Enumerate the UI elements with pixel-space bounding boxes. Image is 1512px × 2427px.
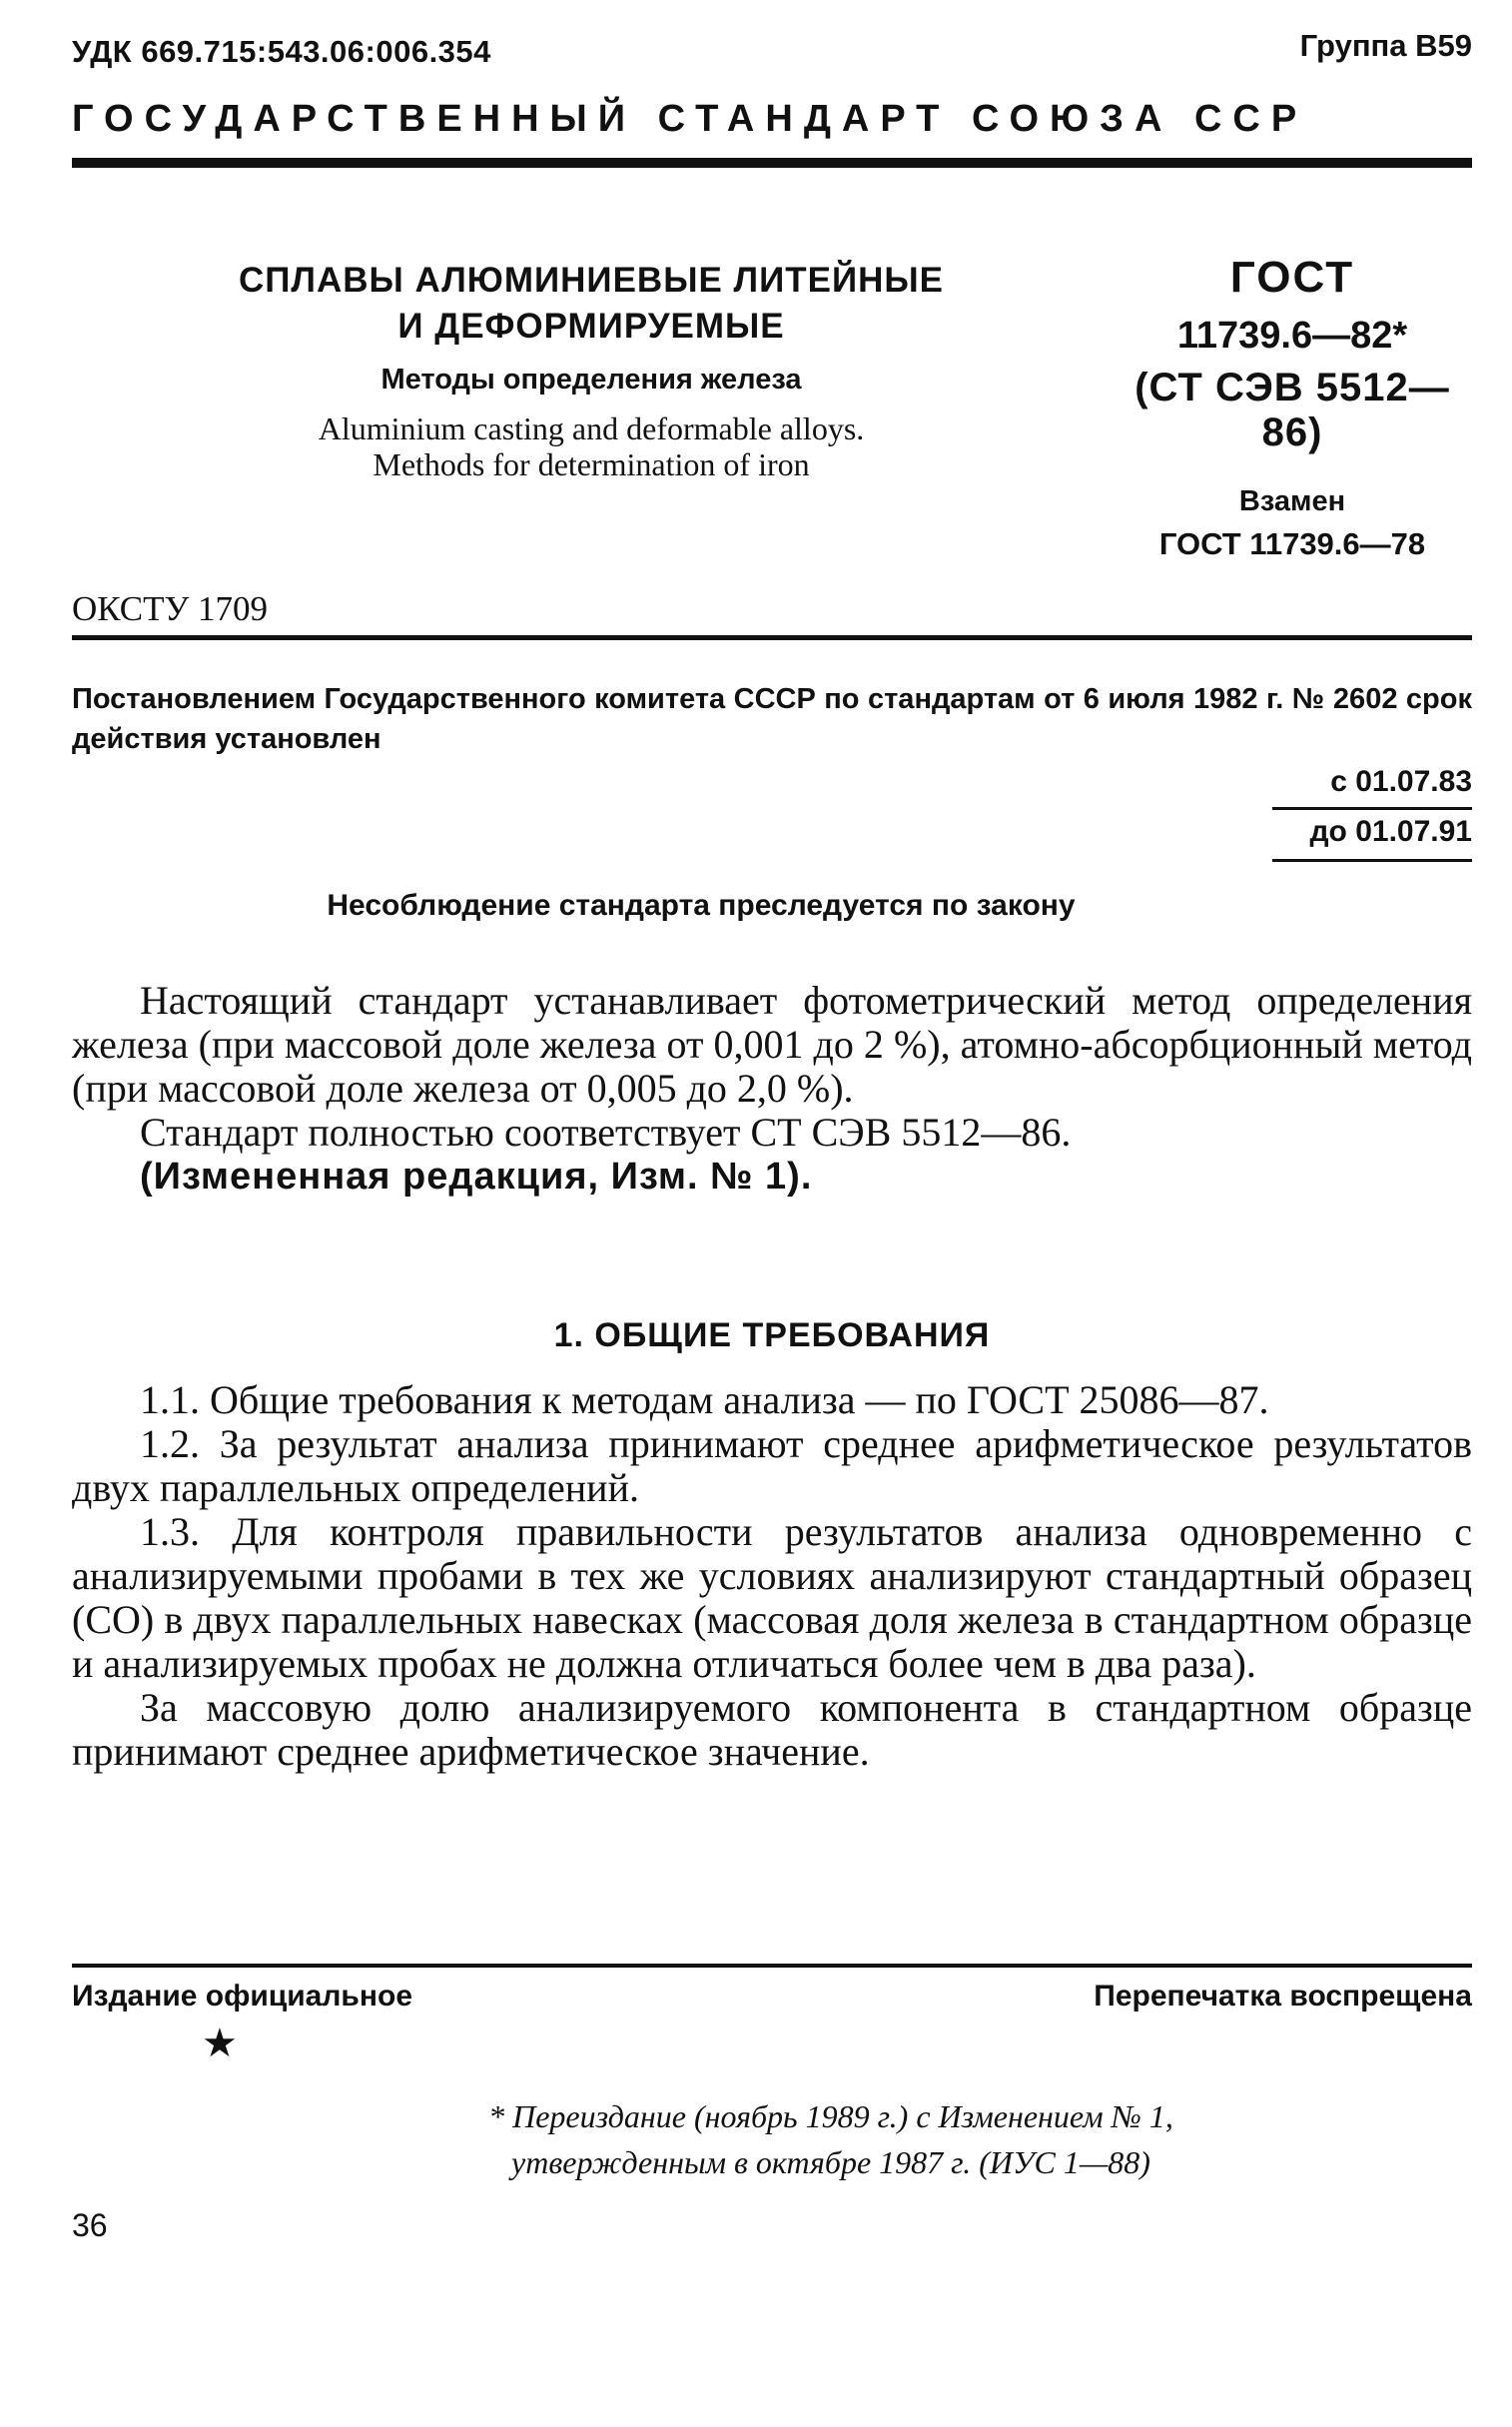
replaces-label: Взамен bbox=[1238, 485, 1346, 517]
title-line-1: СПЛАВЫ АЛЮМИНИЕВЫЕ ЛИТЕЙНЫЕ bbox=[238, 261, 945, 300]
english-title-line-1: Aluminium casting and deformable alloys. bbox=[318, 410, 865, 446]
english-title-line-2: Methods for determination of iron bbox=[373, 446, 810, 482]
section-1-heading: 1. ОБЩИЕ ТРЕБОВАНИЯ bbox=[553, 1316, 991, 1354]
gost-designation bbox=[1113, 253, 1472, 562]
header-row bbox=[72, 28, 1472, 78]
decree-text: Постановлением Государственного комитета СССР по стандартам от 6 июля 1982 г. № 2602 срок действия установлен bbox=[72, 683, 1472, 755]
intro-text bbox=[72, 979, 1472, 1199]
validity-from: с 01.07.83 bbox=[1330, 765, 1472, 798]
reprint-prohibited: Перепечатка воспрещена bbox=[1094, 1980, 1472, 2013]
document-page bbox=[72, 28, 1472, 2243]
amendment-note: (Измененная редакция, Изм. № 1). bbox=[140, 1156, 813, 1198]
reissue-note bbox=[332, 2093, 1330, 2185]
okstu-code: ОКСТУ 1709 bbox=[72, 589, 269, 628]
footer-divider bbox=[72, 1964, 1472, 1968]
clause-1-2: 1.2. За результат анализа принимают среднее арифметическое результатов двух параллельных определений. bbox=[72, 1421, 1472, 1510]
udk-code: УДК 669.715:543.06:006.354 bbox=[72, 34, 491, 69]
clause-1-3-note: За массовую долю анализируемого компонента в стандартном образце принимают среднее арифметическое значение. bbox=[72, 1685, 1472, 1774]
okstu-divider bbox=[72, 635, 1472, 640]
cmea-number: (СТ СЭВ 5512—86) bbox=[1134, 366, 1450, 454]
official-edition: Издание официальное bbox=[72, 1980, 413, 2013]
reissue-line-1: * Переиздание (ноябрь 1989 г.) с Изменением № 1, bbox=[488, 2098, 1173, 2134]
replaces-number: ГОСТ 11739.6—78 bbox=[1158, 526, 1426, 561]
title-block bbox=[132, 258, 1051, 482]
group-code: Группа В59 bbox=[1299, 28, 1472, 63]
star-icon: ★ bbox=[202, 2021, 238, 2065]
page-number: 36 bbox=[72, 2207, 108, 2243]
state-standard-heading: ГОСУДАРСТВЕННЫЙ СТАНДАРТ СОЮЗА ССР bbox=[72, 98, 1308, 140]
reissue-line-2: утвержденным в октябре 1987 г. (ИУС 1—88) bbox=[511, 2144, 1150, 2180]
gost-word: ГОСТ bbox=[1229, 253, 1355, 302]
header-divider bbox=[72, 158, 1472, 168]
validity-underline bbox=[1272, 859, 1472, 862]
intro-paragraph-2: Стандарт полностью соответствует СТ СЭВ 5512—86. bbox=[140, 1110, 1072, 1155]
section-1-text bbox=[72, 1378, 1472, 1774]
title-method: Методы определения железа bbox=[380, 364, 802, 396]
validity-divider bbox=[1272, 807, 1472, 810]
clause-1-3: 1.3. Для контроля правильности результатов анализа одновременно с анализируемыми пробами в тех же условиях анализируют стандартный образец (СО) в двух параллельных навесках (массовая доля железа в стандартном образце и анализируемых пробах не должна отличаться более чем в два раза). bbox=[72, 1509, 1472, 1686]
gost-number: 11739.6—82* bbox=[1176, 315, 1408, 357]
clause-1-1: 1.1. Общие требования к методам анализа — по ГОСТ 25086—87. bbox=[140, 1377, 1269, 1422]
intro-paragraph-1: Настоящий стандарт устанавливает фотометрический метод определения железа (при массовой доле железа от 0,001 до 2 %), атомно-абсорбционный метод (при массовой доле железа от 0,005 до 2,0 %). bbox=[72, 978, 1472, 1111]
validity-to: до 01.07.91 bbox=[1309, 815, 1472, 848]
penalty-notice: Несоблюдение стандарта преследуется по закону bbox=[327, 889, 1076, 922]
title-line-2: И ДЕФОРМИРУЕМЫЕ bbox=[397, 307, 785, 346]
